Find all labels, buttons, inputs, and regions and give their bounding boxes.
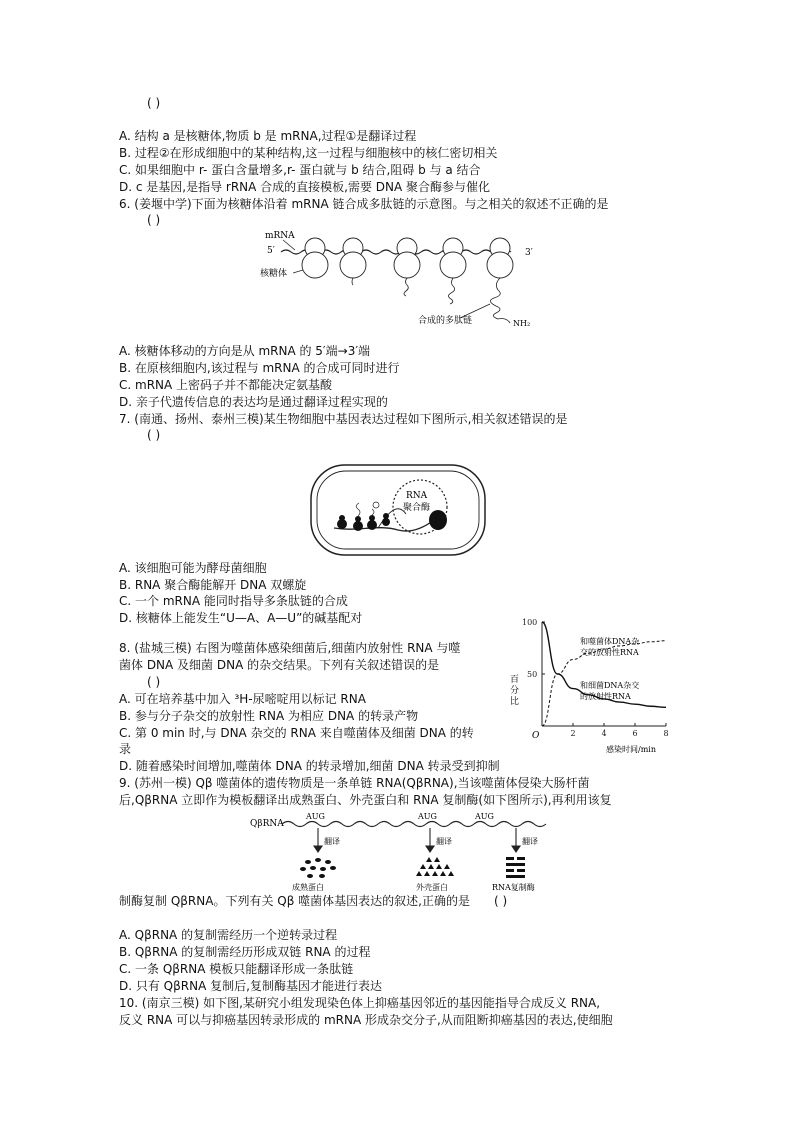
q7-option-b: B. RNA 聚合酶能解开 DNA 双螺旋 [119, 578, 307, 592]
protein-label-replicase: RNA复制酶 [492, 883, 535, 892]
q8-option-b: B. 参与分子杂交的放射性 RNA 为相应 DNA 的转录产物 [119, 709, 419, 723]
rna-polymerase-blob [429, 510, 447, 530]
aug-label-2: AUG [418, 812, 437, 821]
five-prime-label: 5′ [267, 246, 275, 256]
coat-protein-triangles [416, 857, 454, 876]
q7-stem: 7. (南通、扬州、泰州三模)某生物细胞中基因表达过程如下图所示,相关叙述错误的是 [119, 412, 568, 426]
svg-text:O: O [532, 731, 540, 741]
x-tick-label-4: 4 [601, 729, 607, 738]
q5-option-a: A. 结构 a 是核糖体,物质 b 是 mRNA,过程①是翻译过程 [119, 129, 417, 143]
annotation-bacteria-line1: 和细菌DNA杂交 [580, 681, 640, 690]
q8-option-a: A. 可在培养基中加入 ³H-尿嘧啶用以标记 RNA [119, 692, 366, 706]
mrna-label: mRNA [265, 231, 295, 241]
q6-option-c: C. mRNA 上密码子并不都能决定氨基酸 [119, 378, 333, 392]
ribosome-3 [394, 238, 420, 278]
hybridization-chart [508, 614, 676, 758]
replicase-bars [506, 857, 525, 878]
annotation-phage-line2: 交的放射性RNA [580, 648, 639, 657]
ribosome-label: 核糖体 [260, 269, 288, 279]
ribosome-5 [487, 238, 513, 278]
chart-ylabel-3: 比 [510, 697, 520, 707]
ribosome-1 [302, 238, 328, 278]
q10-line1: 10. (南京三模) 如下图,某研究小组发现染色体上抑癌基因邻近的基因能指导合成反义 RNA, [119, 996, 601, 1010]
rna-label: RNA [406, 491, 428, 501]
nh2-label: NH₂ [513, 319, 531, 328]
y-tick-label-50: 50 [527, 670, 538, 679]
q7-answer-paren: ( ) [147, 428, 161, 442]
q8-stem-line1: 8. (盐城三模) 右图为噬菌体感染细菌后,细菌内放射性 RNA 与噬 [119, 641, 461, 655]
q5-option-b: B. 过程②在形成细胞中的某种结构,这一过程与细胞核中的核仁密切相关 [119, 146, 498, 160]
cell-transcription-figure [308, 462, 488, 558]
q6-option-b: B. 在原核细胞内,该过程与 mRNA 的合成可同时进行 [119, 361, 400, 375]
mature-protein-dots [300, 858, 336, 878]
ribosome-4 [440, 238, 466, 278]
protein-label-coat: 外壳蛋白 [416, 883, 448, 892]
q6-stem: 6. (姜堰中学)下面为核糖体沿着 mRNA 链合成多肽链的示意图。与之相关的叙述不正确的是 [119, 197, 609, 211]
translate-label-1: 翻译 [324, 837, 340, 846]
translate-label-3: 翻译 [522, 837, 538, 846]
q6-option-a: A. 核糖体移动的方向是从 mRNA 的 5′端→3′端 [119, 344, 371, 358]
q8-option-c-cont: 录 [119, 742, 132, 756]
q8-stem-line2: 菌体 DNA 及细菌 DNA 的杂交结果。下列有关叙述错误的是 [119, 658, 440, 672]
q9-option-c: C. 一条 QβRNA 模板只能翻译形成一条肽链 [119, 962, 354, 976]
q6-answer-paren: ( ) [147, 213, 161, 227]
annotation-bacteria-line2: 的放射性RNA [580, 692, 631, 701]
chart-ylabel-2: 分 [510, 686, 520, 696]
chart-xlabel: 感染时间/min [606, 745, 656, 754]
q9-stem-line1: 9. (苏州一模) Qβ 噬菌体的遗传物质是一条单链 RNA(QβRNA),当该噬菌体侵染大肠杆菌 [119, 776, 590, 790]
x-tick-label-8: 8 [663, 729, 669, 738]
translate-label-2: 翻译 [436, 837, 452, 846]
ribosome-mrna-figure [255, 226, 545, 332]
x-tick-label-6: 6 [632, 729, 638, 738]
qbrna-translation-figure [250, 810, 550, 896]
q9-option-b: B. QβRNA 的复制需经历形成双链 RNA 的过程 [119, 945, 371, 959]
q7-option-a: A. 该细胞可能为酵母菌细胞 [119, 561, 267, 575]
q7-option-d: D. 核糖体上能发生“U—A、A—U”的碱基配对 [119, 611, 363, 625]
q9-option-d: D. 只有 QβRNA 复制后,复制酶基因才能进行表达 [119, 979, 382, 993]
qbrna-label: QβRNA [250, 819, 284, 829]
q5-answer-paren: ( ) [147, 96, 161, 110]
q8-answer-paren: ( ) [147, 675, 161, 689]
x-tick-label-2: 2 [570, 729, 576, 738]
three-prime-label: 3′ [525, 248, 533, 258]
y-tick-label-100: 100 [522, 618, 538, 627]
q9-answer-paren: ( ) [494, 894, 508, 908]
annotation-phage-line1: 和噬菌体DNA杂 [580, 637, 640, 646]
q10-line2: 反义 RNA 可以与抑癌基因转录形成的 mRNA 形成杂交分子,从而阻断抑癌基因的表达,使细胞 [119, 1013, 613, 1027]
q7-option-c: C. 一个 mRNA 能同时指导多条肽链的合成 [119, 594, 348, 608]
aug-label-1: AUG [306, 812, 325, 821]
chart-ylabel-1: 百 [510, 675, 520, 685]
q5-option-d: D. c 是基因,是指导 rRNA 合成的直接模板,需要 DNA 聚合酶参与催化 [119, 180, 491, 194]
ribosome-2 [340, 238, 366, 278]
q8-option-c: C. 第 0 min 时,与 DNA 杂交的 RNA 来自噬菌体及细菌 DNA 的转 [119, 726, 474, 740]
q9-stem-line2: 后,QβRNA 立即作为模板翻译出成熟蛋白、外壳蛋白和 RNA 复制酶(如下图所示),再利用该复 [119, 793, 612, 807]
q8-option-d: D. 随着感染时间增加,噬菌体 DNA 的转录增加,细菌 DNA 转录受到抑制 [119, 759, 500, 773]
peptide-label: 合成的多肽链 [418, 316, 473, 326]
q6-option-d: D. 亲子代遗传信息的表达均是通过翻译过程实现的 [119, 395, 388, 409]
q9-option-a: A. QβRNA 的复制需经历一个逆转录过程 [119, 928, 338, 942]
polymerase-label: 聚合酶 [403, 503, 431, 513]
q5-option-c: C. 如果细胞中 r- 蛋白含量增多,r- 蛋白就与 b 结合,阻碍 b 与 a 结合 [119, 163, 481, 177]
aug-label-3: AUG [475, 812, 494, 821]
q9-stem-line3: 制酶复制 QβRNA。下列有关 Qβ 噬菌体基因表达的叙述,正确的是 ( ) [119, 894, 508, 908]
protein-label-mature: 成熟蛋白 [292, 883, 324, 892]
